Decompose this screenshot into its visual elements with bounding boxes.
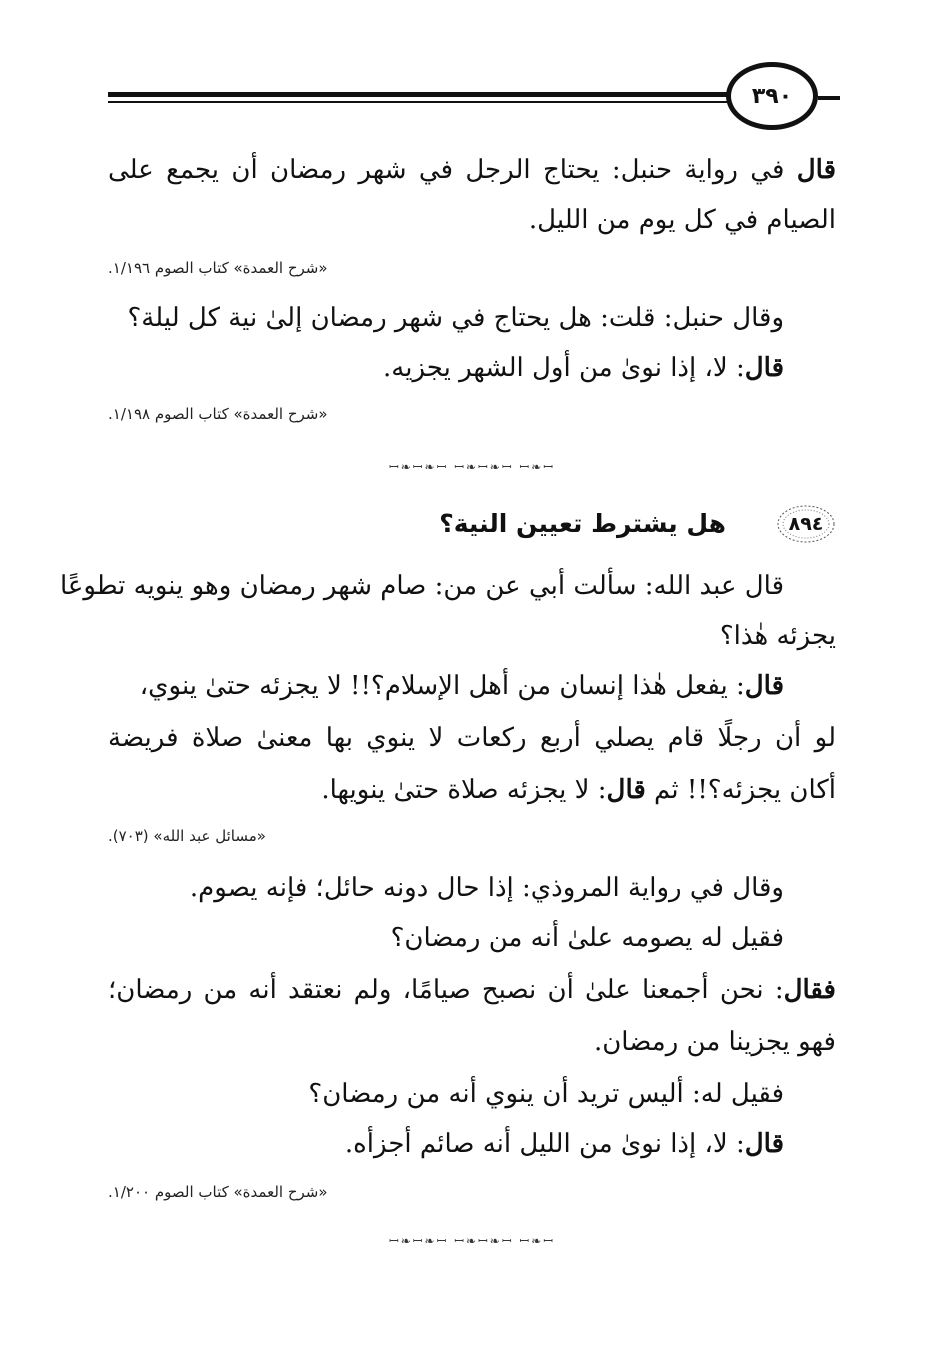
paragraph-line: فقيل له: أليس تريد أن ينوي أنه من رمضان؟ (308, 1079, 784, 1109)
header-rule-tail (818, 96, 840, 100)
text-run: أكان يجزئه؟!! ثم (645, 775, 836, 805)
paragraph-line: وقال في رواية المروذي: إذا حال دونه حائل؛ فإنه يصوم. (189, 873, 784, 903)
text-run: : لا، إذا نوىٰ من أول الشهر يجزيه. (383, 353, 745, 383)
speaker-label: قال (744, 671, 784, 701)
paragraph-line: فقيل له يصومه علىٰ أنه من رمضان؟ (390, 923, 784, 953)
text-run: : نحن أجمعنا علىٰ أن نصبح صيامًا، ولم نعتقد أنه من رمضان؛ (108, 975, 784, 1005)
paragraph-line: قال عبد الله: سألت أبي عن من: صام شهر رمضان وهو ينويه تطوعًا (59, 571, 784, 601)
paragraph-line: يجزئه هٰذا؟ (719, 621, 836, 651)
paragraph-line: الصيام في كل يوم من الليل. (528, 205, 836, 235)
text-run: في رواية حنبل: يحتاج الرجل في شهر رمضان أن يجمع على (108, 155, 797, 185)
paragraph-line (108, 150, 836, 190)
paragraph-line (140, 666, 784, 706)
speaker-label: قال (744, 353, 784, 383)
section-heading (108, 500, 836, 550)
section-number-badge (776, 504, 836, 544)
text-run: : لا، إذا نوىٰ من الليل أنه صائم أجزأه. (344, 1129, 745, 1159)
speaker-label: قال (744, 1129, 784, 1159)
paragraph-line (345, 1124, 784, 1164)
speaker-label: قال (796, 155, 836, 185)
section-number: ٨٩٤ (788, 513, 824, 535)
paragraph-line (108, 970, 836, 1010)
ornament-divider: ꟷ❧ꟷ❧ꟷ ꟷ❧ꟷ❧ꟷ ꟷ❧ꟷ (388, 1234, 556, 1248)
paragraph-line (321, 770, 836, 810)
paragraph-line: فهو يجزينا من رمضان. (593, 1027, 836, 1057)
text-run: : لا يجزئه صلاة حتىٰ ينويها. (321, 775, 607, 805)
ornament-divider: ꟷ❧ꟷ❧ꟷ ꟷ❧ꟷ❧ꟷ ꟷ❧ꟷ (388, 460, 556, 474)
source-citation: «مسائل عبد الله» (٧٠٣). (108, 827, 266, 845)
paragraph-line (383, 348, 784, 388)
source-citation: «شرح العمدة» كتاب الصوم ١/١٩٦. (108, 259, 328, 277)
header-rule-thin (108, 101, 732, 103)
speaker-label: فقال (783, 975, 836, 1005)
paragraph-line: وقال حنبل: قلت: هل يحتاج في شهر رمضان إلىٰ نية كل ليلة؟ (127, 303, 784, 333)
source-citation: «شرح العمدة» كتاب الصوم ١/١٩٨. (108, 405, 328, 423)
page-number-circle (726, 62, 818, 130)
speaker-label: قال (606, 775, 646, 805)
text-run: : يفعل هٰذا إنسان من أهل الإسلام؟!! لا يجزئه حتىٰ ينوي، (139, 671, 745, 701)
page-number: ٣٩٠ (751, 83, 793, 109)
paragraph-line: لو أن رجلًا قام يصلي أربع ركعات لا ينوي بها معنىٰ صلاة فريضة (108, 723, 836, 753)
section-title: هل يشترط تعيين النية؟ (439, 509, 726, 538)
page-header (0, 0, 936, 140)
source-citation: «شرح العمدة» كتاب الصوم ١/٢٠٠. (108, 1183, 328, 1201)
header-rule-thick (108, 92, 732, 97)
